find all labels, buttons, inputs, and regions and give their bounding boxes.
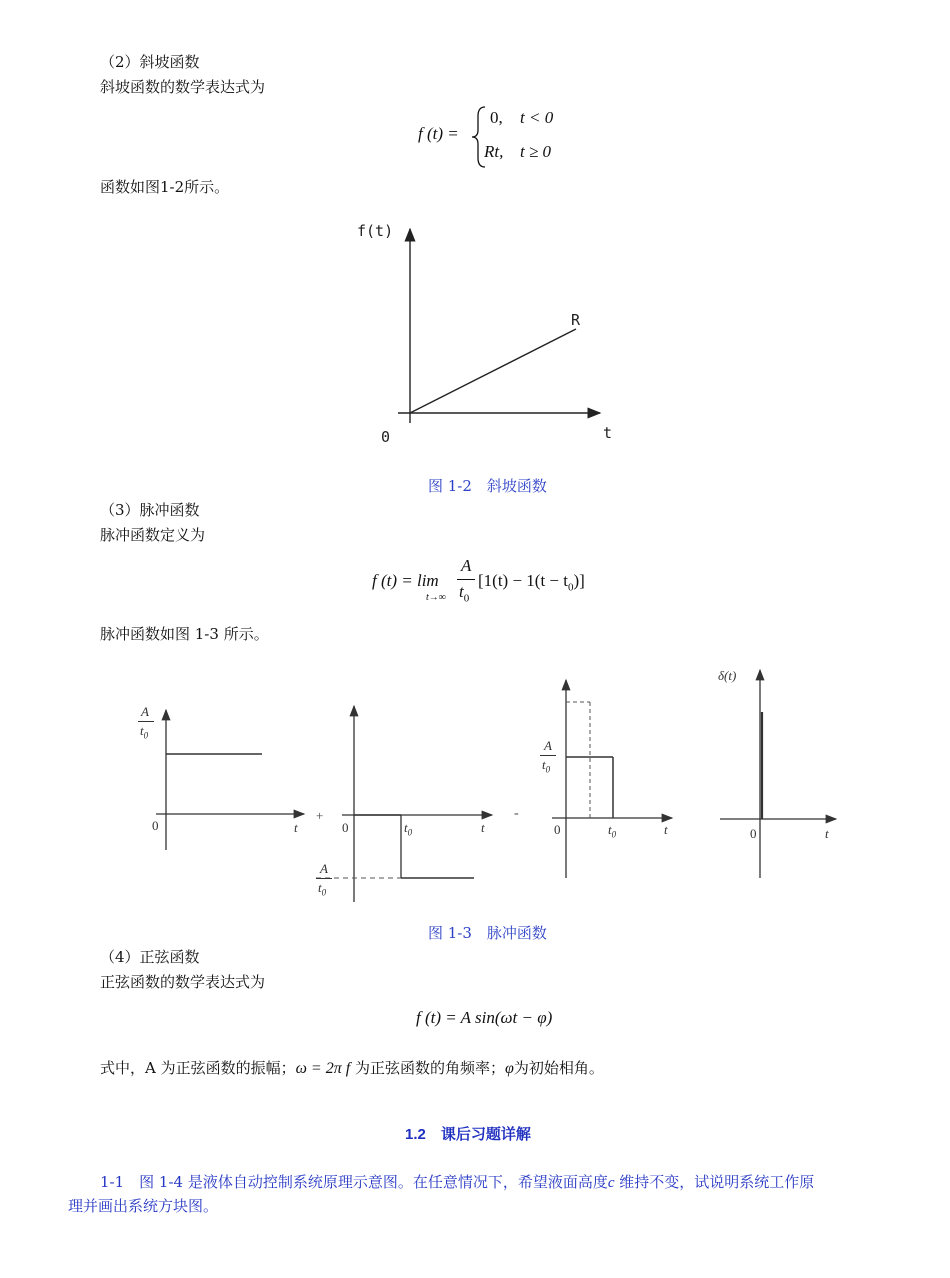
impulse-p4-delta: δ(t) <box>718 668 737 683</box>
impulse-p2-t: t <box>481 820 485 835</box>
impulse-eq-lhs: f (t) = lim <box>372 571 439 590</box>
impulse-p3-frac-bar <box>540 755 556 756</box>
problem-variable-c: c <box>607 1175 615 1191</box>
problem-line-1-a: 1-1 图 1-4 是液体自动控制系统原理示意图。在任意情况下，希望液面高度 <box>100 1173 608 1191</box>
ramp-caption: 图 1-2 斜坡函数 <box>428 477 547 495</box>
ramp-slope-label: R <box>571 311 581 329</box>
impulse-eq-den-t: t <box>459 582 464 601</box>
problem-line-2: 理并画出系统方块图。 <box>68 1197 219 1215</box>
impulse-p2-t0 <box>404 820 412 838</box>
sine-description <box>100 1058 604 1079</box>
impulse-p3-t: t <box>664 822 668 837</box>
impulse-eq-rhs <box>478 571 585 593</box>
sine-desc-part2: 为正弦函数的角频率； <box>350 1059 505 1077</box>
ramp-case1-val: 0, <box>490 108 503 127</box>
impulse-plus-sign: + <box>316 808 324 823</box>
problem-line-1-b: 维持不变，试说明系统工作原 <box>614 1173 815 1191</box>
impulse-eq-rhs-sub: 0 <box>568 581 574 594</box>
impulse-p2-t0-t: t <box>404 820 408 835</box>
ramp-heading: （2）斜坡函数 <box>100 53 200 71</box>
sine-intro: 正弦函数的数学表达式为 <box>100 973 266 991</box>
impulse-panel-3 <box>552 680 672 878</box>
impulse-p2-t0-sub: 0 <box>407 827 413 838</box>
impulse-p4-t: t <box>825 826 829 841</box>
impulse-p2-A-den <box>318 880 326 898</box>
impulse-panel-1 <box>156 710 304 850</box>
ramp-line <box>410 329 576 413</box>
impulse-p3-t0 <box>608 822 616 840</box>
ramp-case1-cond: t < 0 <box>520 108 554 127</box>
impulse-eq-den-sub: 0 <box>463 592 470 605</box>
impulse-p1-A: A <box>141 704 149 719</box>
impulse-p3-zero: 0 <box>554 822 561 837</box>
ramp-case2-val: Rt, <box>484 142 504 161</box>
impulse-figure <box>120 660 850 910</box>
ramp-x-label: t <box>603 424 613 442</box>
impulse-p1-zero: 0 <box>152 818 159 833</box>
impulse-intro: 脉冲函数定义为 <box>100 526 206 544</box>
ramp-eq-lhs: f (t) = <box>418 124 459 143</box>
ramp-ref: 函数如图1-2所示。 <box>100 178 230 196</box>
impulse-eq-rhs-main: [1(t) − 1(t − t <box>478 571 568 590</box>
impulse-p1-t0-t: t <box>140 723 144 738</box>
impulse-p1-t: t <box>294 820 298 835</box>
impulse-eq-lim-sub: t→∞ <box>426 592 446 603</box>
impulse-p3-A-den-sub: 0 <box>545 764 551 775</box>
ramp-intro: 斜坡函数的数学表达式为 <box>100 78 266 96</box>
impulse-p1-t0-sub: 0 <box>143 730 149 741</box>
sine-desc-part3: 为初始相角。 <box>513 1059 604 1077</box>
impulse-panel-2 <box>316 706 492 902</box>
impulse-p3-t0-sub: 0 <box>611 829 617 840</box>
impulse-minus-sign: - <box>514 806 519 821</box>
impulse-p2-frac-bar <box>316 878 332 879</box>
impulse-p3-t0-t: t <box>608 822 612 837</box>
impulse-eq-num: A <box>461 556 472 575</box>
impulse-panel-4 <box>720 670 836 878</box>
impulse-ref: 脉冲函数如图 1-3 所示。 <box>100 625 269 643</box>
impulse-p2-A: A <box>320 861 328 876</box>
impulse-eq-fraction-bar <box>457 579 475 580</box>
impulse-heading: （3）脉冲函数 <box>100 501 200 519</box>
sine-desc-omega: ω = 2π f <box>295 1060 351 1077</box>
ramp-case2-cond: t ≥ 0 <box>520 142 552 161</box>
impulse-p3-A: A <box>544 738 552 753</box>
ramp-origin-label: 0 <box>381 428 391 446</box>
section-title: 1.2 课后习题详解 <box>405 1126 531 1143</box>
problem-line-1 <box>100 1172 814 1193</box>
impulse-p4-zero: 0 <box>750 826 757 841</box>
impulse-p1-t0 <box>140 723 148 741</box>
impulse-p2-zero: 0 <box>342 820 349 835</box>
impulse-eq-rhs-end: )] <box>573 571 585 590</box>
sine-eq: f (t) = A sin(ωt − φ) <box>416 1008 553 1027</box>
impulse-p2-A-den-sub: 0 <box>321 887 327 898</box>
ramp-figure <box>340 215 620 455</box>
impulse-p3-A-den-t: t <box>542 757 546 772</box>
sine-desc-phi: φ <box>504 1060 514 1077</box>
impulse-eq-den <box>459 582 469 604</box>
sine-heading: （4）正弦函数 <box>100 948 200 966</box>
impulse-p3-A-den <box>542 757 550 775</box>
ramp-y-label: f(t) <box>357 222 394 240</box>
impulse-caption: 图 1-3 脉冲函数 <box>428 924 547 942</box>
impulse-p1-frac-bar <box>138 721 154 722</box>
sine-desc-part1: 式中，A 为正弦函数的振幅； <box>100 1059 296 1077</box>
impulse-p2-A-den-t: t <box>318 880 322 895</box>
